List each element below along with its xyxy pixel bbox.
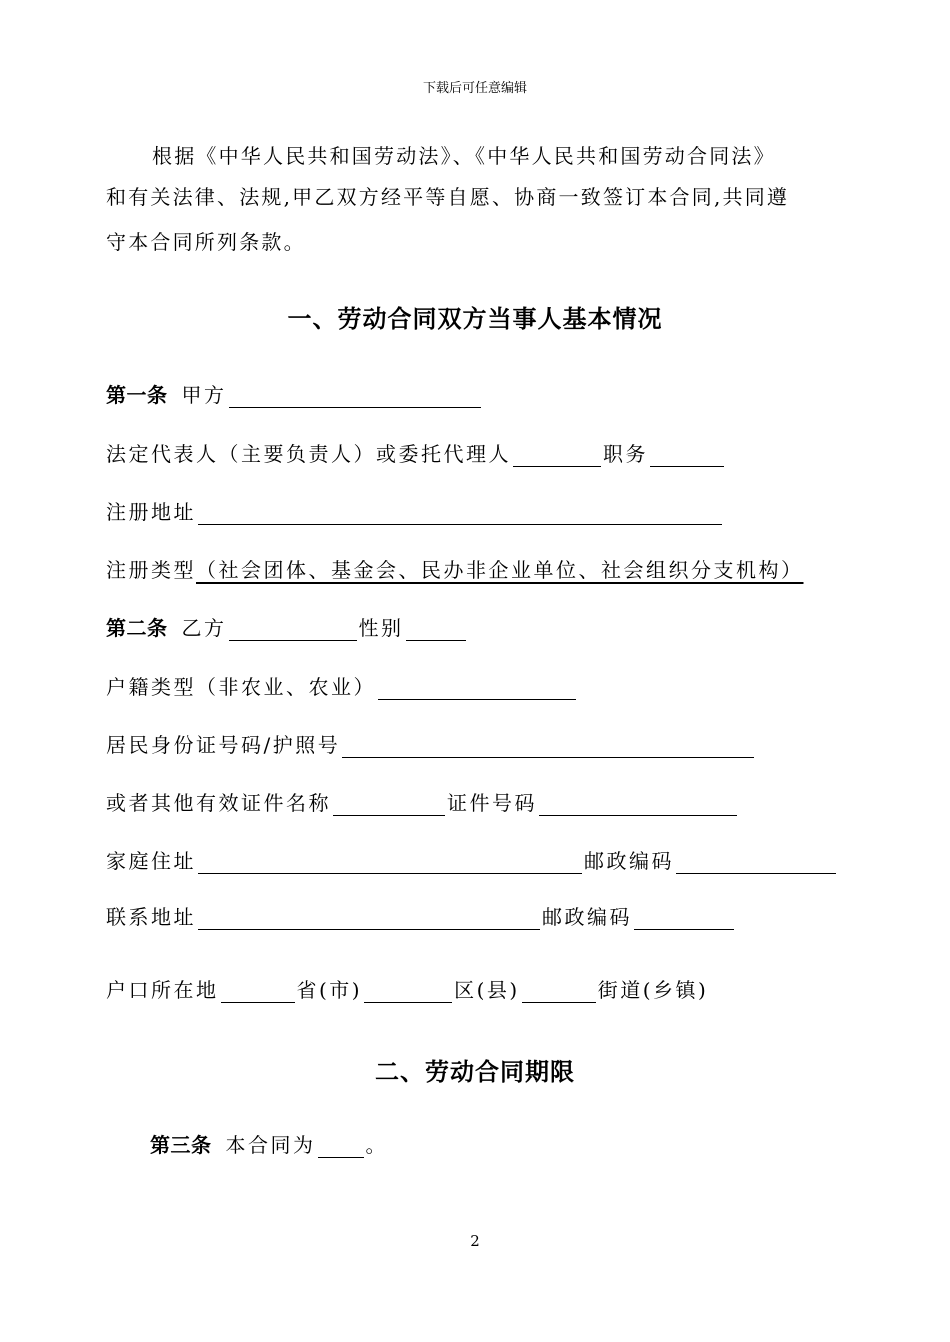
id-card-field[interactable] — [342, 735, 754, 758]
representative-label: 法定代表人（主要负责人）或委托代理人 — [106, 442, 511, 466]
section-1-title: 一、劳动合同双方当事人基本情况 — [287, 305, 663, 333]
intro-line-3: 守本合同所列条款。 — [106, 230, 306, 254]
registration-type-value: （社会团体、基金会、民办非企业单位、社会组织分支机构） — [196, 558, 804, 582]
intro-line-2: 和有关法律、法规,甲乙双方经平等自愿、协商一致签订本合同,共同遵 — [106, 185, 790, 209]
representative-field[interactable] — [513, 444, 601, 467]
street-field[interactable] — [522, 980, 596, 1003]
section-2-title: 二、劳动合同期限 — [375, 1058, 575, 1086]
contract-term-label: 本合同为 — [225, 1133, 316, 1157]
id-card-label: 居民身份证号码/护照号 — [106, 733, 341, 757]
other-id-row — [106, 788, 739, 816]
home-address-row — [106, 846, 838, 874]
article-1-row — [106, 380, 483, 408]
article-3-end: 。 — [365, 1133, 388, 1157]
party-a-label: 甲方 — [181, 383, 227, 407]
contact-postal-label: 邮政编码 — [542, 905, 632, 929]
party-b-label: 乙方 — [181, 616, 227, 640]
other-id-label: 或者其他有效证件名称 — [106, 791, 331, 815]
hukou-type-row — [106, 672, 578, 700]
other-id-name-field[interactable] — [333, 793, 445, 816]
registered-address-field[interactable] — [198, 502, 722, 525]
article-2-row — [106, 613, 468, 641]
district-label: 区(县) — [454, 978, 520, 1002]
representative-row — [106, 439, 726, 467]
hukou-type-label: 户籍类型（非农业、农业） — [106, 675, 376, 699]
registered-address-label: 注册地址 — [106, 500, 196, 524]
hukou-location-label: 户口所在地 — [106, 978, 219, 1002]
home-address-label: 家庭住址 — [106, 849, 196, 873]
hukou-type-field[interactable] — [378, 677, 576, 700]
id-card-row — [106, 730, 756, 758]
gender-label: 性别 — [358, 616, 404, 640]
article-3-row — [150, 1130, 388, 1158]
gender-field[interactable] — [406, 618, 466, 641]
id-number-field[interactable] — [539, 793, 737, 816]
home-postal-field[interactable] — [676, 851, 836, 874]
contract-term-field[interactable] — [318, 1135, 364, 1158]
district-field[interactable] — [364, 980, 452, 1003]
contact-address-label: 联系地址 — [106, 905, 196, 929]
province-label: 省(市) — [296, 978, 363, 1002]
duty-field[interactable] — [650, 444, 724, 467]
hukou-location-row — [106, 975, 708, 1003]
home-address-field[interactable] — [198, 851, 582, 874]
registered-address-row — [106, 497, 724, 525]
street-label: 街道(乡镇) — [597, 978, 709, 1002]
article-1-label: 第一条 — [106, 383, 168, 407]
province-field[interactable] — [221, 980, 295, 1003]
duty-label: 职务 — [603, 442, 648, 466]
home-postal-label: 邮政编码 — [584, 849, 674, 873]
article-2-label: 第二条 — [106, 616, 168, 640]
id-number-label: 证件号码 — [447, 791, 537, 815]
contact-address-row — [106, 902, 736, 930]
page-number: 2 — [470, 1232, 480, 1250]
page-header: 下载后可任意编辑 — [422, 81, 527, 96]
party-a-field[interactable] — [229, 385, 481, 408]
registration-type-label: 注册类型 — [106, 558, 196, 582]
registration-type-row — [106, 555, 804, 583]
party-b-field[interactable] — [229, 618, 357, 641]
contact-address-field[interactable] — [198, 907, 540, 930]
contact-postal-field[interactable] — [634, 907, 734, 930]
article-3-label: 第三条 — [150, 1133, 212, 1157]
intro-line-1: 根据《中华人民共和国劳动法》、《中华人民共和国劳动合同法》 — [152, 144, 776, 168]
